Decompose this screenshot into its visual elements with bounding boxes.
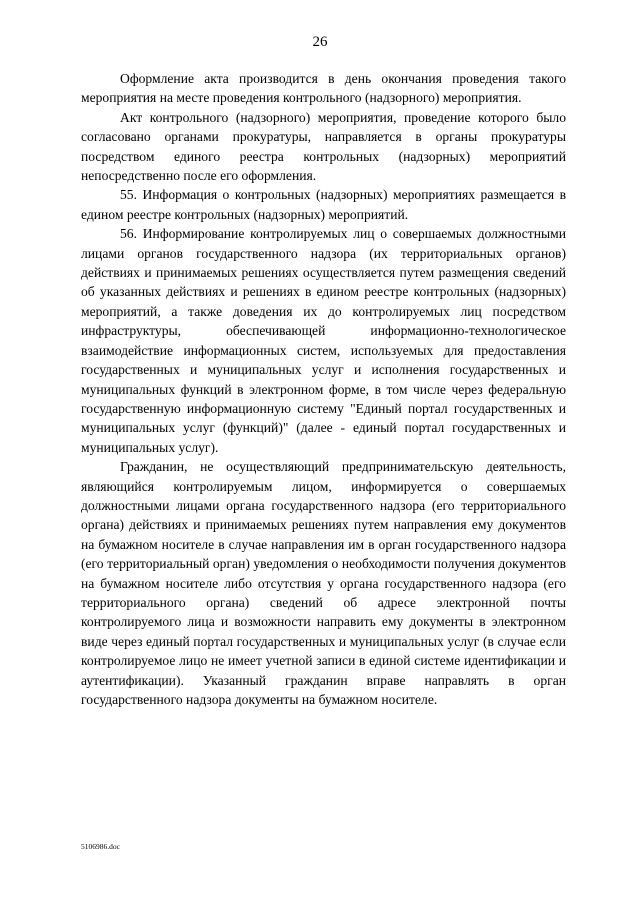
document-body xyxy=(81,69,566,709)
paragraph-act-execution: Оформление акта производится в день окончания проведения такого мероприятия на месте проведения контрольного (надзорного) мероприятия. xyxy=(81,71,566,106)
paragraph-56: 56. Информирование контролируемых лиц о совершаемых должностными лицами органов государственного надзора (их территориальных органов) действиях и принимаемых решениях осуществляется путем размещения сведений об указанных действиях и решениях в едином реестре контрольных (надзорных) мероприятий, а также доведения их до контролируемых лиц посредством инфраструктуры, обеспечивающей информационно-технологическое взаимодействие информационных систем, используемых для предоставления государственных и муниципальных услуг и исполнения государственных и муниципальных функций в электронном форме, в том числе через федеральную государственную информационную систему "Единый портал государственных и муниципальных услуг (функций)" (далее - единый портал государственных и муниципальных услуг). xyxy=(81,226,566,455)
paragraph-55: 55. Информация о контрольных (надзорных) мероприятиях размещается в едином реестре контрольных (надзорных) мероприятий. xyxy=(81,187,566,222)
page-number: 26 xyxy=(312,34,328,50)
paragraph-act-prosecutor: Акт контрольного (надзорного) мероприятия, проведение которого было согласовано органами прокуратуры, направляется в органы прокуратуры посредством единого реестра контрольных (надзорных) мероприятий непосредственно после его оформления. xyxy=(81,109,566,184)
file-reference: 5106986.doc xyxy=(81,842,120,851)
paragraph-citizen: Гражданин, не осуществляющий предпринимательскую деятельность, являющийся контролируемым лицом, информируется о совершаемых должностными лицами органа государственного надзора (его территориального органа) действиях и принимаемых решениях путем направления ему документов на бумажном носителе в случае направления им в орган государственного надзора (его территориальный орган) уведомления о необходимости получения документов на бумажном носителе либо отсутствия у органа государственного надзора (его территориального органа) сведений об адресе электронной почты контролируемого лица и возможности направить ему документы в электронном виде через единый портал государственных и муниципальных услуг (в случае если контролируемое лицо не имеет учетной записи в единой системе идентификации и аутентификации). Указанный гражданин вправе направлять в орган государственного надзора документы на бумажном носителе. xyxy=(81,459,566,707)
